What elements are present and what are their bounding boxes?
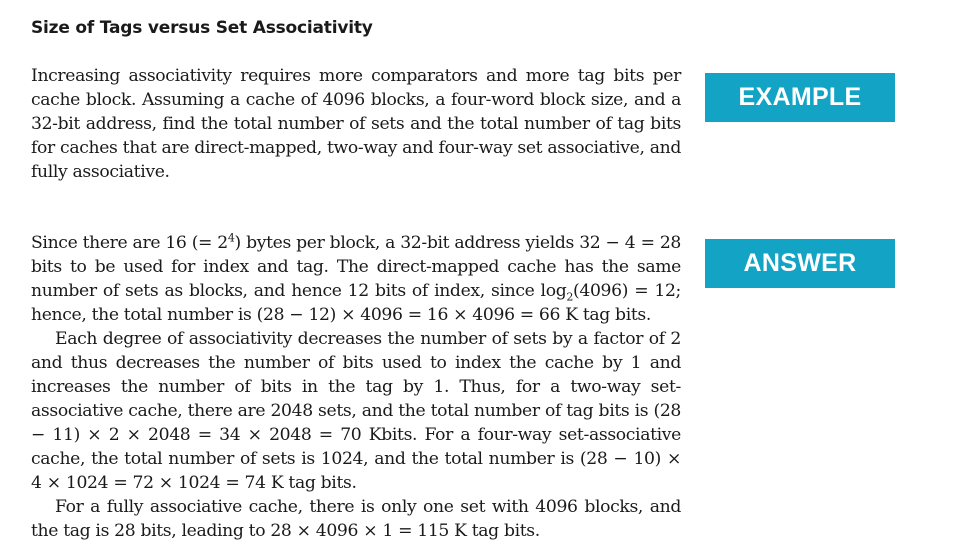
answer-section (31, 231, 681, 543)
answer-paragraph-3: For a fully associative cache, there is only one set with 4096 blocks, and the tag is 28 bits, leading to 28 × 4096 × 1 = 115 K tag bits. (31, 497, 681, 541)
answer-p1-part-c: (4096) = 12; hence, the total number is (28 − 12) × 4096 = 16 × 4096 = 66 K tag bits. (31, 281, 681, 325)
example-label: EXAMPLE (738, 83, 862, 111)
exponent: 4 (227, 231, 235, 245)
log-base: 2 (566, 290, 574, 304)
answer-label-box (705, 239, 895, 288)
answer-paragraph-1 (31, 231, 681, 327)
answer-paragraph-2: Each degree of associativity decreases the number of sets by a factor of 2 and thus decreases the number of bits used to index the cache by 1 and increases the number of bits in the tag by 1. Thus, for a two-way set-associative cache, there are 2048 sets, and the total number of tag bits is (28 − 11) × 2 × 2048 = 34 × 2048 = 70 Kbits. For a four-way set-associative cache, the total number of sets is 1024, and the total number is (28 − 10) × 4 × 1024 = 72 × 1024 = 74 K tag bits. (31, 329, 681, 493)
example-paragraph (31, 64, 681, 184)
section-heading: Size of Tags versus Set Associativity (31, 18, 373, 38)
answer-p1-part-b: ) bytes per block, a 32-bit address yields 32 − 4 = 28 bits to be used for index and tag. The direct-mapped cache has the same number of sets as blocks, and hence 12 bits of index, since log (31, 233, 681, 301)
example-text: Increasing associativity requires more comparators and more tag bits per cache block. Assuming a cache of 4096 blocks, a four-word block size, and a 32-bit address, find the total number of sets and the total number of tag bits for caches that are direct-mapped, two-way and four-way set associative, and fully associative. (31, 66, 681, 182)
answer-label: ANSWER (743, 249, 857, 277)
answer-p1-part-a: Since there are 16 (= 2 (31, 233, 228, 253)
example-label-box (705, 73, 895, 122)
